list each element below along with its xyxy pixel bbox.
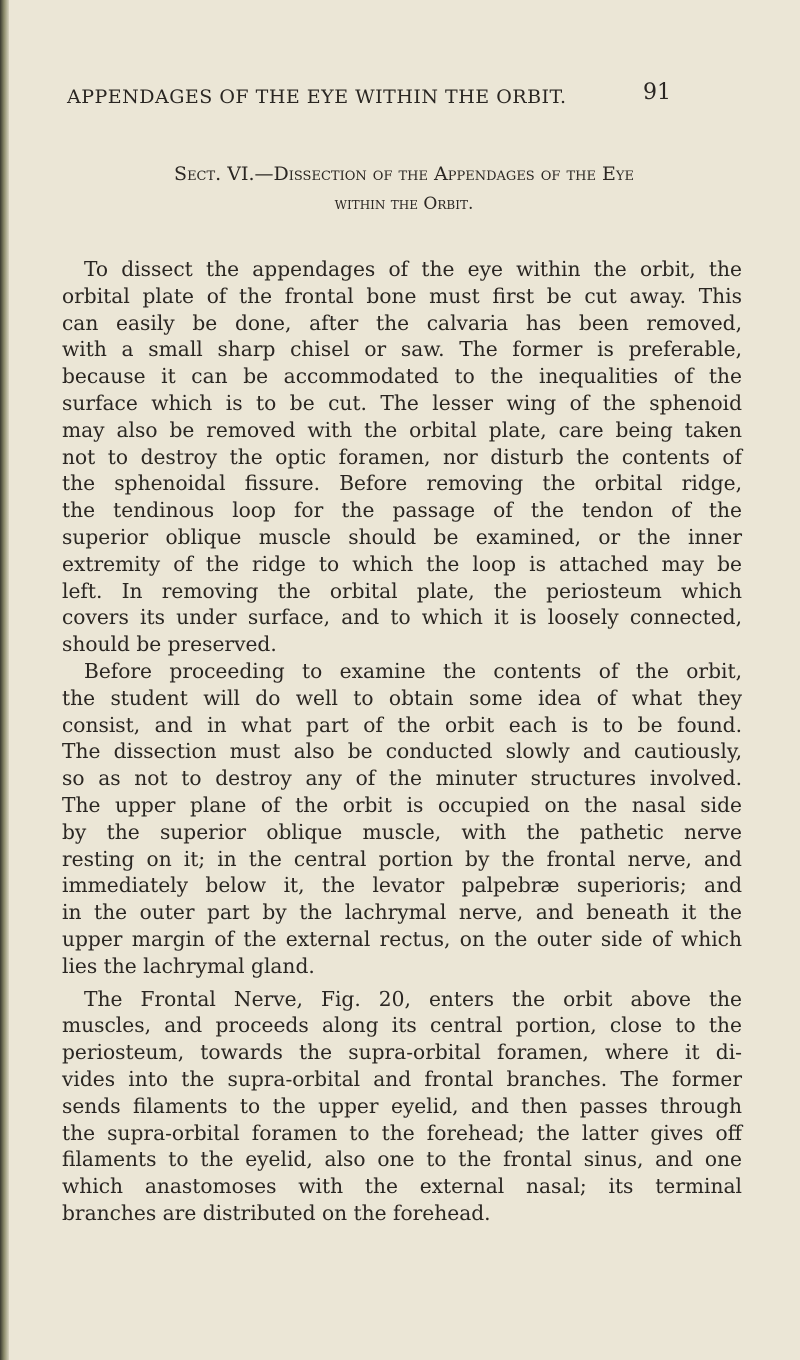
- text-line: The Frontal Nerve, Fig. 20, enters the orbit above the: [84, 986, 742, 1011]
- text-line: left. In removing the orbital plate, the periosteum which: [62, 578, 742, 603]
- text-line: which anastomoses with the external nasal; its terminal: [62, 1174, 742, 1199]
- text-line: with a small sharp chisel or saw. The former is preferable,: [62, 337, 742, 362]
- section-heading: [64, 160, 744, 218]
- text-line: upper margin of the external rectus, on the outer side of which: [62, 926, 742, 951]
- text-line: because it can be accommodated to the inequalities of the: [62, 364, 742, 389]
- paragraph-3: [62, 986, 742, 1227]
- section-heading-line2: within the Orbit.: [334, 194, 474, 214]
- text-line: consist, and in what part of the orbit each is to be found.: [62, 712, 742, 737]
- text-line: sends filaments to the upper eyelid, and then passes through: [62, 1093, 742, 1118]
- text-line: may also be removed with the orbital plate, care being taken: [62, 417, 742, 442]
- text-line: not to destroy the optic foramen, nor disturb the contents of: [62, 444, 742, 469]
- text-line: can easily be done, after the calvaria has been removed,: [62, 310, 742, 335]
- text-line: so as not to destroy any of the minuter structures involved.: [62, 766, 742, 791]
- text-line: Before proceeding to examine the contents of the orbit,: [84, 658, 742, 683]
- text-line: The upper plane of the orbit is occupied on the nasal side: [62, 792, 742, 817]
- text-line: filaments to the eyelid, also one to the frontal sinus, and one: [62, 1147, 742, 1172]
- text-line: immediately below it, the levator palpebræ superioris; and: [62, 873, 742, 898]
- text-line: periosteum, towards the supra-orbital foramen, where it di-: [62, 1040, 742, 1065]
- text-line: surface which is to be cut. The lesser wing of the sphenoid: [62, 390, 742, 415]
- text-line: extremity of the ridge to which the loop is attached may be: [62, 551, 742, 576]
- text-line: orbital plate of the frontal bone must first be cut away. This: [62, 283, 742, 308]
- text-line: by the superior oblique muscle, with the pathetic nerve: [62, 819, 742, 844]
- text-line: To dissect the appendages of the eye within the orbit, the: [84, 257, 742, 281]
- paragraph-2: [62, 658, 742, 980]
- text-line: should be preserved.: [62, 632, 277, 657]
- text-line: the supra-orbital foramen to the forehead; the latter gives off: [62, 1120, 742, 1145]
- text-line: the student will do well to obtain some idea of what they: [62, 685, 742, 710]
- running-head: APPENDAGES OF THE EYE WITHIN THE ORBIT.: [67, 86, 567, 108]
- body-text: [62, 256, 742, 1227]
- text-line: muscles, and proceeds along its central portion, close to the: [62, 1013, 742, 1038]
- paragraph-1: [62, 256, 742, 658]
- text-line: covers its under surface, and to which it is loosely connected,: [62, 605, 742, 630]
- text-line: the sphenoidal fissure. Before removing the orbital ridge,: [62, 471, 742, 496]
- text-line: lies the lachrymal gland.: [62, 953, 315, 978]
- text-line: resting on it; in the central portion by the frontal nerve, and: [62, 846, 742, 871]
- text-line: The dissection must also be conducted slowly and cautiously,: [62, 739, 742, 764]
- page-number: 91: [643, 80, 671, 105]
- text-line: superior oblique muscle should be examined, or the inner: [62, 524, 742, 549]
- text-line: in the outer part by the lachrymal nerve, and beneath it the: [62, 900, 742, 925]
- text-line: the tendinous loop for the passage of the tendon of the: [62, 498, 742, 523]
- text-line: branches are distributed on the forehead.: [62, 1200, 491, 1225]
- text-line: vides into the supra-orbital and frontal branches. The former: [62, 1066, 742, 1091]
- section-heading-line1: Sect. VI.—Dissection of the Appendages of the Eye: [174, 163, 634, 185]
